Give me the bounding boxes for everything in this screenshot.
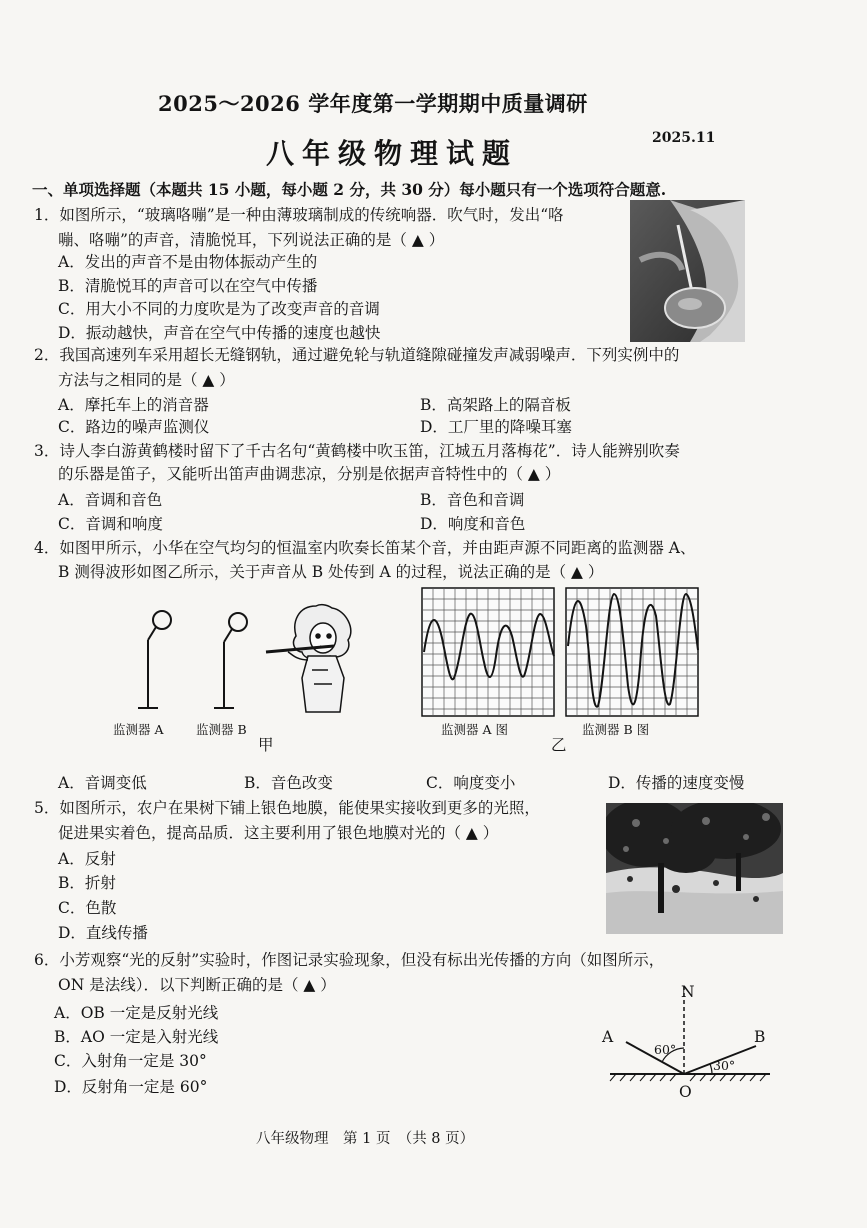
q4-stem-line1: 4．如图甲所示，小华在空气均匀的恒温室内吹奏长笛某个音，并由距声源不同距离的监测器 A、 — [34, 539, 696, 557]
figure-yi-caption: 乙 — [551, 736, 567, 754]
monitor-b-label: 监测器 B — [196, 722, 247, 737]
q4-option-a: A．音调变低 — [58, 774, 147, 792]
q2-option-d: D．工厂里的降噪耳塞 — [420, 418, 572, 436]
angle-arc-right — [710, 1064, 712, 1074]
orchard-photo — [606, 803, 783, 934]
label-b: B — [754, 1028, 766, 1046]
q3-stem-line1: 3．诗人李白游黄鹤楼时留下了千古名句“黄鹤楼中吹玉笛，江城五月落梅花”．诗人能辨别吹奏 — [34, 442, 680, 460]
graph-a-label: 监测器 A 图 — [441, 722, 508, 737]
page-title: 八年级物理试题 — [266, 137, 519, 170]
monitor-a-label: 监测器 A — [113, 722, 164, 737]
q4-option-b: B．音色改变 — [244, 774, 333, 792]
mirror-surface — [610, 1074, 770, 1081]
waveform-b-graph — [566, 588, 698, 716]
angle-right-label: 30° — [713, 1058, 736, 1073]
page-footer: 八年级物理 第 1 页 （共 8 页） — [256, 1131, 475, 1147]
q1-option-d: D．振动越快，声音在空气中传播的速度也越快 — [58, 324, 381, 342]
graph-b-label: 监测器 B 图 — [582, 722, 650, 737]
q2-option-a: A．摩托车上的消音器 — [58, 396, 209, 414]
q3-stem-line2: 的乐器是笛子，又能听出笛声曲调悲凉，分别是依据声音特性中的（ ▲ ） — [58, 465, 561, 483]
monitor-a-icon — [138, 611, 171, 708]
q2-stem-line2: 方法与之相同的是（ ▲ ） — [58, 371, 235, 389]
figure-jia-caption: 甲 — [258, 736, 274, 754]
q6-option-b: B．AO 一定是入射光线 — [54, 1028, 219, 1046]
q2-option-c: C．路边的噪声监测仪 — [58, 418, 210, 436]
label-n: N — [681, 983, 695, 1001]
exam-title: 2025～2026 学年度第一学期期中质量调研 — [158, 91, 588, 116]
exam-date: 2025.11 — [652, 130, 716, 146]
label-a: A — [602, 1028, 614, 1046]
waveform-a-graph — [422, 588, 554, 716]
glass-toy-photo — [630, 200, 745, 342]
q5-option-d: D．直线传播 — [58, 924, 148, 942]
q5-stem-line1: 5．如图所示，农户在果树下铺上银色地膜，能使果实接收到更多的光照， — [34, 799, 540, 817]
q6-stem-line2: ON 是法线）．以下判断正确的是（ ▲ ） — [58, 976, 336, 994]
q3-option-b: B．音色和音调 — [420, 491, 525, 509]
q3-option-a: A．音调和音色 — [58, 491, 163, 509]
figure-yi-waveforms — [420, 586, 700, 720]
q1-option-b: B．清脆悦耳的声音可以在空气中传播 — [58, 277, 318, 295]
q4-stem-line2: B 测得波形如图乙所示，关于声音从 B 处传到 A 的过程，说法正确的是（ ▲ ） — [58, 563, 604, 581]
q6-option-d: D．反射角一定是 60° — [54, 1078, 208, 1096]
q5-option-c: C．色散 — [58, 899, 117, 917]
angle-left-label: 60° — [654, 1042, 677, 1057]
q5-stem-line2: 促进果实着色，提高品质．这主要利用了银色地膜对光的（ ▲ ） — [58, 824, 499, 842]
q4-option-c: C．响度变小 — [426, 774, 516, 792]
q6-stem-line1: 6．小芳观察“光的反射”实验时，作图记录实验现象，但没有标出光传播的方向（如图所示， — [34, 951, 665, 969]
q1-stem-line1: 1．如图所示，“玻璃咯嘣”是一种由薄玻璃制成的传统响器．吹气时，发出“咯 — [34, 206, 564, 224]
q4-option-d: D．传播的速度变慢 — [608, 774, 745, 792]
figure-jia-drawing — [120, 600, 380, 720]
q3-option-d: D．响度和音色 — [420, 515, 526, 533]
q1-option-c: C．用大小不同的力度吹是为了改变声音的音调 — [58, 300, 380, 318]
q3-option-c: C．音调和响度 — [58, 515, 163, 533]
flute-player-icon — [266, 605, 351, 712]
q5-option-a: A．反射 — [58, 850, 116, 868]
q2-stem-line1: 2．我国高速列车采用超长无缝钢轨，通过避免轮与轨道缝隙碰撞发声减弱噪声．下列实例中的 — [34, 346, 680, 364]
q5-option-b: B．折射 — [58, 874, 116, 892]
q6-option-a: A．OB 一定是反射光线 — [54, 1004, 219, 1022]
q1-stem-line2: 嘣、咯嘣”的声音，清脆悦耳，下列说法正确的是（ ▲ ） — [58, 231, 445, 249]
label-o: O — [679, 1083, 692, 1101]
q6-option-c: C．入射角一定是 30° — [54, 1052, 207, 1070]
monitor-b-icon — [214, 613, 247, 708]
section-heading: 一、单项选择题（本题共 15 小题，每小题 2 分，共 30 分）每小题只有一个选项符合题意. — [32, 180, 667, 199]
q1-option-a: A．发出的声音不是由物体振动产生的 — [58, 253, 318, 271]
q2-option-b: B．高架路上的隔音板 — [420, 396, 571, 414]
